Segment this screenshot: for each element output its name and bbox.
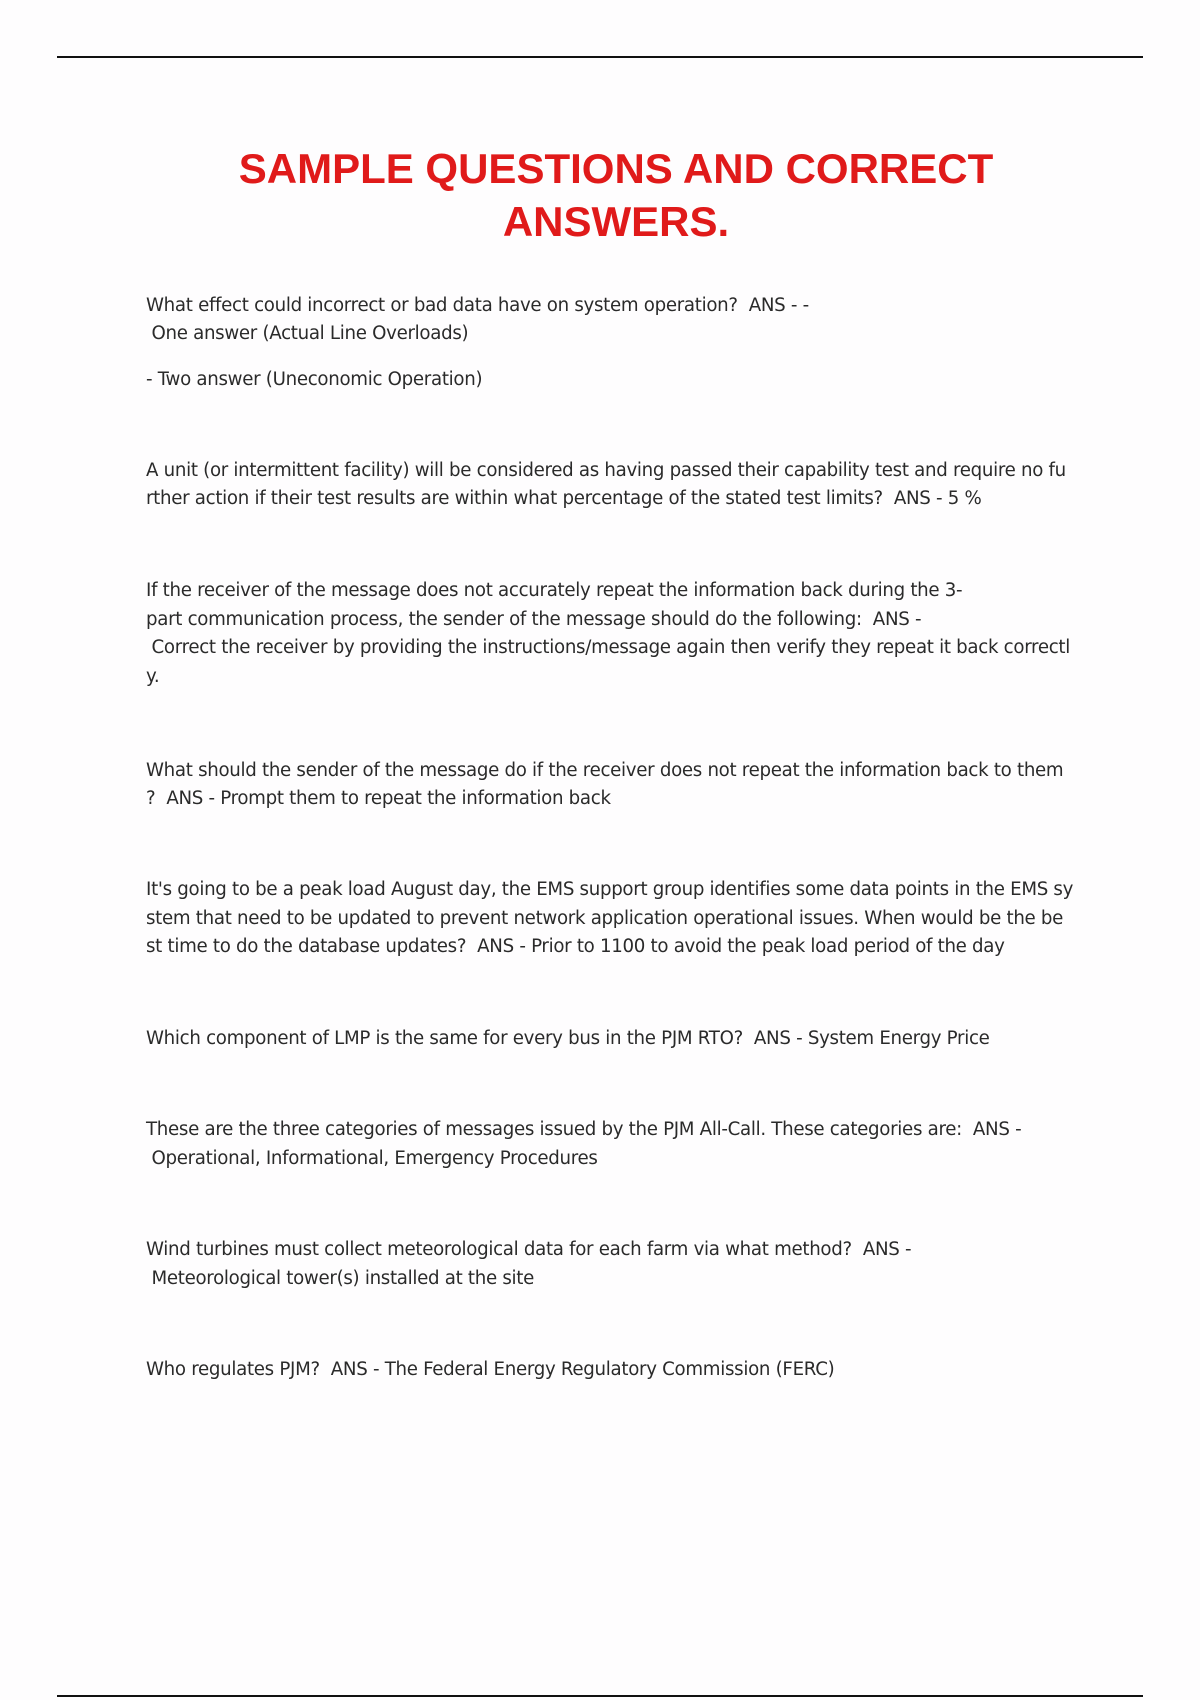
qa-5-line-1: It's going to be a peak load August day, the EMS support group identifies some data points in the EMS sy <box>146 879 1074 900</box>
qa-4-line-1: What should the sender of the message do if the receiver does not repeat the information back to them <box>146 760 1064 781</box>
qa-5-line-3: st time to do the database updates? ANS - Prior to 1100 to avoid the peak load period of the day <box>146 936 1005 957</box>
title-line-2: ANSWERS. <box>502 198 730 245</box>
qa-3-line-4: y. <box>146 666 160 687</box>
qa-9-line-1: Who regulates PJM? ANS - The Federal Energy Regulatory Commission (FERC) <box>146 1359 835 1380</box>
qa-1-line-3: - Two answer (Uneconomic Operation) <box>146 369 483 390</box>
qa-5-line-2: stem that need to be updated to prevent network application operational issues. When would be the be <box>146 908 1064 929</box>
top-rule <box>57 56 1143 58</box>
qa-3-line-3: Correct the receiver by providing the instructions/message again then verify they repeat it back correctl <box>146 637 1071 658</box>
qa-7-line-2: Operational, Informational, Emergency Procedures <box>146 1148 598 1169</box>
qa-1-line-2: One answer (Actual Line Overloads) <box>146 323 469 344</box>
page-title <box>0 142 1200 248</box>
title-line-1: SAMPLE QUESTIONS AND CORRECT <box>238 145 994 192</box>
qa-1-line-1: What effect could incorrect or bad data have on system operation? ANS - - <box>146 295 809 316</box>
qa-4-line-2: ? ANS - Prompt them to repeat the information back <box>146 788 611 809</box>
bottom-rule <box>57 1695 1143 1697</box>
qa-2-line-2: rther action if their test results are within what percentage of the stated test limits? ANS - 5 % <box>146 488 982 509</box>
qa-7-line-1: These are the three categories of messages issued by the PJM All-Call. These categories are: ANS - <box>146 1119 1022 1140</box>
qa-6-line-1: Which component of LMP is the same for every bus in the PJM RTO? ANS - System Energy Price <box>146 1028 990 1049</box>
qa-2-line-1: A unit (or intermittent facility) will be considered as having passed their capability test and require no fu <box>146 460 1066 481</box>
qa-8-line-2: Meteorological tower(s) installed at the site <box>146 1268 535 1289</box>
qa-8-line-1: Wind turbines must collect meteorological data for each farm via what method? ANS - <box>146 1239 912 1260</box>
qa-3-line-2: part communication process, the sender of the message should do the following: ANS - <box>146 609 922 630</box>
qa-3-line-1: If the receiver of the message does not accurately repeat the information back during the 3- <box>146 580 963 601</box>
